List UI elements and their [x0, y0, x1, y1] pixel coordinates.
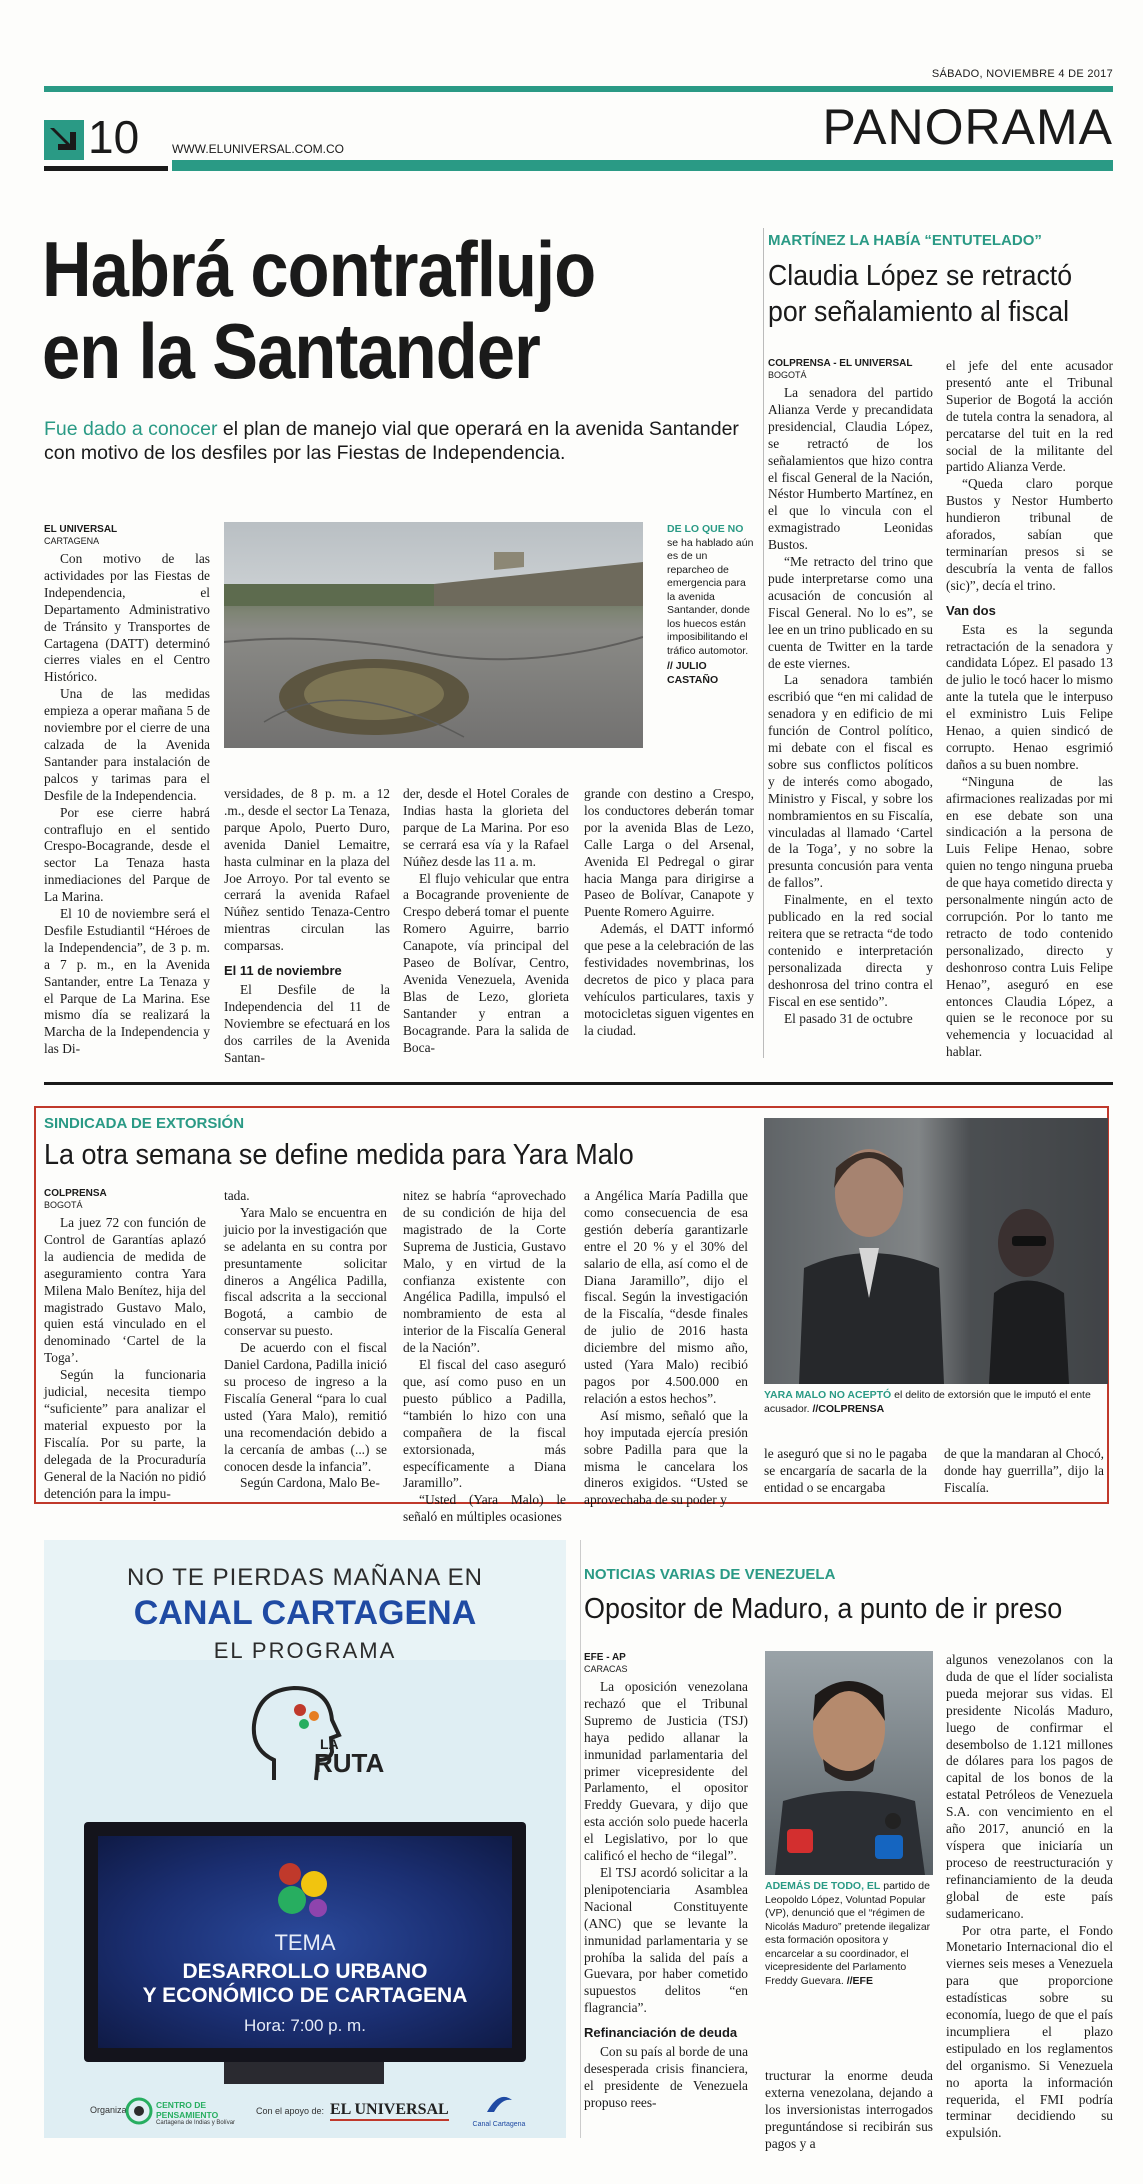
- yara-photo: [764, 1118, 1108, 1384]
- paragraph: Por otra parte, el Fondo Monetario Internacional dio el viernes seis meses a Venezuela para que proporcione estadísticas sobre su economía, luego de que el país incumpliera el plazo estipulado en los reglamentos del organismo. Si Venezuela no aporta la información requerida, el FMI podría terminar decidiendo su expulsión.: [946, 1922, 1113, 2141]
- venezuela-headline: Opositor de Maduro, a punto de ir preso: [584, 1593, 1063, 1625]
- caption-lead: YARA MALO NO ACEPTÓ: [764, 1389, 892, 1401]
- ad-topic-1: DESARROLLO URBANO: [182, 1960, 428, 1983]
- canal-logo-icon: [484, 2090, 514, 2116]
- yara-kicker: SINDICADA DE EXTORSIÓN: [44, 1115, 245, 1132]
- section-title: PANORAMA: [822, 99, 1113, 155]
- section-separator: [44, 1082, 1113, 1085]
- paragraph: a Angélica María Padilla que como consecuencia de esa gestión debería garantizarle entre el 20 % y el 30% del salario de ella, así como el de Diana Jaramillo”, dijo el fiscal. Según la investigación de la Fiscalía, “desde finales de julio de 2016 hasta diciembre del mismo año, usted (Yara Malo) recibió pagos por 4.500.000 en relación a estos hechos”.: [584, 1188, 748, 1406]
- ad-apoyo: Con el apoyo de:: [256, 2106, 325, 2116]
- yara-col-1: [44, 1188, 206, 1502]
- org-sub: Cartagena de Indias y Bolívar: [156, 2120, 236, 2126]
- paragraph: Además, el DATT informó que pese a la celebración de las festividades novembrinas, los decretos de pico y placa para vehículos particulares, taxis y motocicletas siguen vigentes en la ciudad.: [584, 921, 754, 1038]
- yara-col-4: [584, 1188, 748, 1509]
- subhead: Refinanciación de deuda: [584, 2025, 738, 2041]
- ad-tema: TEMA: [274, 1930, 336, 1955]
- caption-lead: DE LO QUE NO: [667, 523, 744, 535]
- centro-pensamiento-logo: [124, 2096, 244, 2132]
- org-name: CENTRO DE PENSAMIENTO: [156, 2100, 219, 2120]
- claudia-col-2: [946, 358, 1113, 1061]
- paragraph: De acuerdo con el fiscal Daniel Cardona, Padilla inició su proceso de ingreso a la Fiscalía General “para lo cual usted (Yara Malo), remitió una recomendación debido a la cercanía de ambas (...) se conocen desde la infancia”.: [224, 1340, 387, 1474]
- header-rule: [44, 86, 1113, 92]
- deck-lead: Fue dado a conocer: [44, 418, 218, 440]
- paragraph: “Queda claro porque Bustos y Nestor Humberto hundieron tribunal de aforados, sabían que terminarían presos si se descubría la venta de fallos (sic)”, decía el trino.: [946, 476, 1113, 593]
- venezuela-byline: EFE - AP: [584, 1652, 626, 1663]
- claudia-byline: COLPRENSA - EL UNIVERSAL: [768, 358, 913, 369]
- headline-line-2: en la Santander: [42, 307, 540, 395]
- ad-dots-icon: [260, 1854, 350, 1924]
- paragraph: tructurar la enorme deuda externa venezolana, dejando a los inversionistas interrogados preguntándose si recibirán sus pagos y a: [765, 2068, 933, 2151]
- santander-photo-image: [224, 522, 643, 748]
- paragraph: der, desde el Hotel Corales de Indias hasta la glorieta del parque de La Marina. Por eso se cerrará esa vía y la Rafael Núñez desde las 11 a. m.: [403, 786, 569, 869]
- paragraph: grande con destino a Crespo, los conductores deberán tomar por la avenida Blas de Lezo, Calle Larga o del Arsenal, Avenida El Pedregal o girar hacia Manga para dirigirse a Paseo de Bolívar, Canapote y Puente Romero Aguirre.: [584, 786, 754, 920]
- paragraph: nitez se habría “aprovechado de su condición de hija del magistrado de la Corte Suprema de Justicia, Gustavo Malo, y en virtud de la confianza existente con Angélica Padilla, impulsó el nombramiento de esta al interior de la Fiscalía General de la Nación”.: [403, 1188, 566, 1356]
- santander-photo-caption: [667, 523, 755, 687]
- paragraph: Según Cardona, Malo Be-: [240, 1475, 380, 1491]
- caption-text: se ha hablado aún es de un reparcheo de emergencia para la avenida Santander, donde los huecos están imposibilitando el tráfico automotor.: [667, 536, 754, 657]
- paragraph: le aseguró que si no le pagaba se encargaría de sacarla de la entidad o se encargaba: [764, 1446, 927, 1495]
- yara-photo-caption: [764, 1389, 1104, 1416]
- caption-lead: ADEMÁS DE TODO, EL: [765, 1880, 881, 1892]
- photo-credit: //EFE: [843, 1974, 873, 1987]
- yara-col-5: [764, 1446, 927, 1497]
- headline-line-1: Habrá contraflujo: [42, 225, 596, 313]
- page-number: 10: [88, 111, 140, 163]
- paragraph: “Me retracto del trino que pude interpretarse como una acusación de concusión al Fiscal General. No lo es”, se lee en un trino publicado en su cuenta de Twitter en la tarde de este viernes.: [768, 554, 933, 671]
- paragraph: La senadora también escribió que “en mi calidad de senadora y en edificio de mi función de Control político, mi debate con el fiscal es sobre sus conflictos políticos y de interés como abogado, Ministro y Fiscal, y sobre los nombramientos en su Fiscalía, vinculadas al llamado ‘Cartel de la Toga’, y no sobre la presunta concusión para venta de fallos”.: [768, 672, 933, 891]
- paragraph: El fiscal del caso aseguró que, así como puso en un puesto público a Padilla, “también lo hizo con una compañera de la fiscal extorsionada, más específicamente a Diana Jaramillo”.: [403, 1357, 566, 1491]
- paragraph: La senadora del partido Alianza Verde y precandidata presidencial, Claudia López, se retractó de los señalamientos que hizo contra el fiscal General de la Nación, Néstor Humberto Martínez, en el que lo vincula con el exmagistrado Leonidas Bustos.: [768, 385, 933, 553]
- claudia-location: BOGOTÁ: [768, 370, 807, 380]
- paragraph: Con motivo de las actividades por las Fiestas de Independencia, el Departamento Administrativo de Tránsito y Transportes de Cartagena (DATT) determinó cierres viales en el Centro Histórico.: [44, 551, 210, 685]
- yara-headline: La otra semana se define medida para Yara Malo: [44, 1139, 634, 1171]
- photo-credit: //COLPRENSA: [809, 1402, 885, 1415]
- page-date: SÁBADO, NOVIEMBRE 4 DE 2017: [931, 68, 1113, 80]
- ad-topic-2: Y ECONÓMICO DE CARTAGENA: [142, 1984, 468, 2007]
- ad-line-3: EL PROGRAMA: [213, 1638, 397, 1663]
- paragraph: Así mismo, señaló que la hoy imputada ejercía presión sobre Padilla para que la misma le cancelara los dineros exigidos. “Usted se aprovechaba de su poder y: [584, 1407, 748, 1508]
- paragraph: Yara Malo se encuentra en juicio por la investigación que se adelanta en su contra por presuntamente solicitar dineros a Angélica Padilla, fiscal adscrita a la seccional Bogotá, a cambio de conservar su puesto.: [224, 1204, 387, 1339]
- tv-screen: [84, 1822, 526, 2062]
- paragraph: Según la funcionaria judicial, necesita tiempo “suficiente” para analizar el material expuesto por la Fiscalía. Por su parte, la delegada de la Procuraduría General de la Nación no pidió detención para la impu-: [44, 1367, 206, 1501]
- claudia-col-1: [768, 358, 933, 1027]
- canal-cartagena-logo: [464, 2090, 534, 2134]
- ad-line-2: CANAL CARTAGENA: [133, 1594, 477, 1632]
- main-col-1: [44, 524, 210, 1058]
- guevara-photo: [765, 1651, 933, 1875]
- arrow-icon: [44, 120, 84, 160]
- column-divider: [763, 228, 764, 1058]
- venezuela-col-2: [765, 2068, 933, 2153]
- canal-cartagena-ad: [44, 1540, 566, 2138]
- paragraph: La oposición venezolana rechazó que el Tribunal Supremo de Justicia (TSJ) haya pedido allanar la inmunidad parlamentaria del primer vicepresidente del Parlamento, el opositor Freddy Guevara, y dijo que esta acción solo puede hacerla el Legislativo, por lo que calificó el hecho de “ilegal”.: [584, 1679, 748, 1864]
- venezuela-col-3: [946, 1652, 1113, 2142]
- yara-photo-image: [764, 1118, 1108, 1384]
- photo-credit: // JULIO CASTAÑO: [667, 660, 719, 686]
- yara-location: BOGOTÁ: [44, 1200, 83, 1210]
- logo-la: LA: [320, 1736, 339, 1752]
- paragraph: algunos venezolanos con la duda de que el líder socialista pueda mejorar sus vidas. El presidente Nicolás Maduro, luego de confirmar el desembolso de 1.121 millones de dólares para los pagos de capital de los bonos de la estatal Petróleos de Venezuela S.A. con vencimiento en el año 2017, anunció en la víspera que iniciaría un proceso de reestructuración y refinanciamiento de la deuda global de este país sudamericano.: [946, 1652, 1113, 1921]
- subhead: El 11 de noviembre: [224, 963, 342, 979]
- sponsor-2: Canal Cartagena: [472, 2121, 526, 2128]
- paragraph: el jefe del ente acusador presentó ante el Tribunal Superior de Bogotá la acción de tutela contra la senadora, al percatarse del tuit en la red social de la militante del partido Alianza Verde.: [946, 358, 1113, 475]
- venezuela-kicker: NOTICIAS VARIAS DE VENEZUELA: [584, 1566, 836, 1583]
- deck-rest: el plan de manejo vial que operará en la avenida Santander con motivo de los desfiles por las Fiestas de Independencia.: [44, 418, 739, 464]
- ad-line-1: NO TE PIERDAS MAÑANA EN: [127, 1564, 483, 1591]
- venezuela-location: CARACAS: [584, 1664, 628, 1674]
- paragraph: tada.: [224, 1188, 250, 1203]
- section-rule: [172, 160, 1113, 171]
- yara-byline: COLPRENSA: [44, 1188, 107, 1199]
- website-link[interactable]: WWW.ELUNIVERSAL.COM.CO: [172, 142, 345, 156]
- caption-text: partido de Leopoldo López, Voluntad Popular (VP), denunció que el “régimen de Nicolás Maduro” pretende ilegalizar esta formación opositora y encarcelar a su coordinador, el vicepresidente del Parlamento Freddy Guevara.: [765, 1880, 931, 1987]
- main-col-2: [224, 786, 390, 1067]
- la-ruta-logo: [234, 1680, 384, 1790]
- paragraph: El flujo vehicular que entra a Bocagrande proveniente de Crespo deberá tomar el puente Romero Aguirre, barrio Canapote, vía principal del Paseo de Bolívar, Centro, Avenida Venezuela, Avenida Blas de Lezo, glorieta Santander y entran a Bocagrande. Para la salida de Boca-: [403, 870, 569, 1055]
- column-divider: [580, 1540, 581, 2138]
- paragraph: El TSJ acordó solicitar a la plenipotenciaria Asamblea Nacional Constituyente (ANC) que se levante la inmunidad parlamentaria y se prohíba la salida del país a Guevara, por haber cometido supuestos delitos “en flagrancia”.: [584, 1864, 748, 2016]
- page-number-rule: [44, 166, 168, 171]
- guevara-photo-caption: [765, 1880, 933, 1988]
- caption-text: el delito de extorsión que le imputó el ente acusador.: [764, 1389, 1091, 1415]
- el-universal-logo: EL UNIVERSAL: [330, 2101, 449, 2121]
- yara-col-3: [403, 1188, 566, 1526]
- paragraph: Una de las medidas empieza a operar mañana 5 de noviembre por el cierre de una calzada de la Avenida Santander para instalación de palcos y tarimas para el Desfile de la Independencia.: [44, 686, 210, 803]
- guevara-photo-image: [765, 1651, 933, 1875]
- paragraph: El Desfile de la Independencia del 11 de Noviembre se efectuará en los dos carriles de la Avenida Santan-: [224, 981, 390, 1065]
- venezuela-col-1: [584, 1652, 748, 2112]
- claudia-kicker: MARTÍNEZ LA HABÍA “ENTUTELADO”: [768, 232, 1042, 249]
- ad-organiza: Organiza:: [90, 2105, 130, 2115]
- paragraph: Por ese cierre habrá contraflujo en el sentido Crespo-Bocagrande, desde el sector La Tenaza hasta inmediaciones del Parque de La Marina.: [44, 804, 210, 905]
- paragraph: de que la mandaran al Chocó, donde hay guerrilla”, dijo la Fiscalía.: [944, 1446, 1104, 1495]
- paragraph: Finalmente, en el texto publicado en la red social reitera que se retracta “de todo contenido e interpretación personalizada directa y deshonrosa del trino contra el Fiscal en ese sentido”.: [768, 892, 933, 1009]
- main-headline: [42, 225, 676, 395]
- subhead: Van dos: [946, 602, 996, 618]
- main-location: CARTAGENA: [44, 536, 100, 546]
- logo-ruta: RUTA: [314, 1748, 385, 1778]
- paragraph: “Ninguna de las afirmaciones realizadas por mi en ese debate son una sindicación a la persona de Luis Felipe Henao, sobre quien no tengo ninguna prueba de que haya cometido directa y personalmente ningún acto de corrupción. Por lo tanto me retracto de todo contenido personalizado, directo y deshonroso contra Luis Felipe Henao”, aseguró en ese entonces Claudia López, a quien se le reconoce por su vehemencia y locuacidad al hablar.: [946, 773, 1113, 1060]
- paragraph: El 10 de noviembre será el Desfile Estudiantil “Héroes de la Independencia”, de 3 p. m. a 7 p. m., en la Avenida Santander, entre La Tenaza y el Parque de La Marina. Ese mismo día se realizará la Marcha de la Independencia y las Di-: [44, 906, 210, 1057]
- santander-photo: [224, 522, 643, 748]
- main-col-4: [584, 786, 754, 1040]
- yara-col-6: [944, 1446, 1104, 1497]
- ad-hora: Hora: 7:00 p. m.: [244, 2016, 366, 2035]
- yara-col-2: [224, 1188, 387, 1492]
- paragraph: La juez 72 con función de Control de Garantías aplazó la audiencia de medida de aseguramiento contra Yara Milena Malo Benítez, hija del magistrado Gustavo Malo, quien está vinculado en el denominado ‘Cartel de la Toga’.: [44, 1215, 206, 1366]
- claudia-headline: Claudia López se retractó por señalamiento al fiscal: [768, 260, 1073, 328]
- paragraph: Esta es la segunda retractación de la senadora y candidata López. El pasado 13 de julio le tocó hacer lo mismo ante la tutela que le interpuso el exministro Luis Felipe Henao, a quien sindicó de corrupto. Henao esgrimió daños a su buen nombre.: [946, 621, 1113, 772]
- main-deck: [44, 417, 744, 465]
- paragraph: El pasado 31 de octubre: [784, 1010, 913, 1026]
- centro-logo-icon: [124, 2096, 154, 2126]
- main-byline: EL UNIVERSAL: [44, 524, 118, 535]
- paragraph: “Usted (Yara Malo) le señaló en múltiples ocasiones: [403, 1492, 566, 1525]
- paragraph: Con su país al borde de una desesperada crisis financiera, el presidente de Venezuela propuso rees-: [584, 2044, 749, 2110]
- paragraph: versidades, de 8 p. m. a 12 .m., desde el sector La Tenaza, parque Apolo, Puerto Duro, avenida Daniel Lemaitre, hasta culminar en la plaza del Joe Arroyo. Por tal evento se cerrará la avenida Rafael Núñez sentido Tenaza-Centro mientras circulan las comparsas.: [224, 786, 390, 954]
- main-col-3: [403, 786, 569, 1057]
